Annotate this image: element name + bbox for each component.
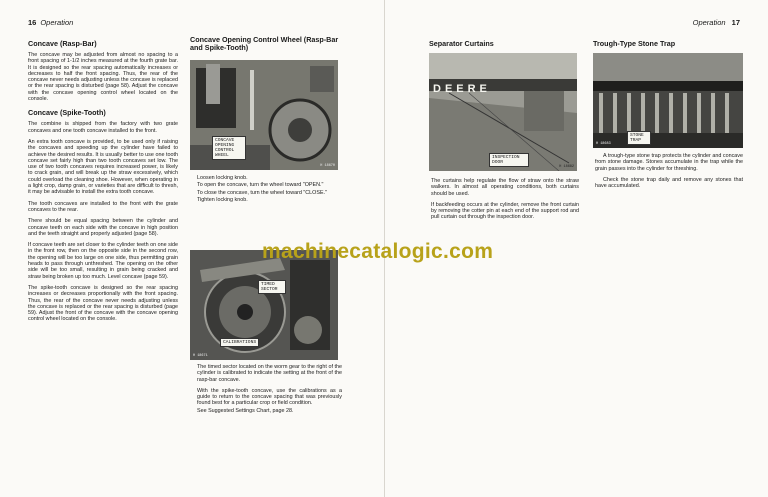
step-close: To close the concave, turn the wheel toward "CLOSE." [197, 189, 327, 196]
paragraph: An extra tooth concave is provided, to be used only if raising the concaves and speeding up the cylinder have failed to achieve the desired results. It is usually better to use one tooth concave set fairly high than two tooth concaves set low. The use of two tooth concaves requires increased power, is likely to crack grain, and will break up the straw excessively, which could overload the cleaning shoe. However, when operating in a light crop, damp grain, or varieties that are difficult to thresh, it may be advisable to install the extra tooth concave. [28, 138, 178, 196]
right-column-2 [593, 40, 743, 52]
control-wheel-steps [197, 175, 342, 208]
photo-label-stone-trap: STONE TRAP [627, 131, 651, 145]
timed-sector-photo-graphic [190, 250, 338, 360]
paragraph: See Suggested Settings Chart, page 28. [197, 407, 294, 414]
paragraph: Check the stone trap daily and remove any stones that have accumulated. [595, 176, 743, 190]
paragraph: The curtains help regulate the flow of straw onto the straw walkers. In almost all operating conditions, both curtains should be used. [431, 178, 579, 197]
paragraph: The tooth concaves are installed to the front with the grate concaves to the rear. [28, 200, 178, 213]
photo-stone-trap [593, 53, 743, 148]
paragraph: The combine is shipped from the factory with two grate concaves and one tooth concave installed to the front. [28, 121, 178, 134]
left-page-header [28, 18, 73, 27]
left-section-title: Operation [40, 18, 74, 27]
paragraph: If backfeeding occurs at the cylinder, remove the front curtain by removing the cotter pin at each end of the support rod and pull curtain out through the inspection door. [431, 201, 579, 221]
heading-separator-curtains: Separator Curtains [429, 39, 494, 48]
heading-concave-control-wheel: Concave Opening Control Wheel (Rasp-Bar and Spike-Tooth) [190, 35, 339, 52]
timed-sector-text [197, 364, 342, 419]
left-page-number: 16 [28, 18, 37, 27]
photo-tag: H 18683 [596, 142, 611, 146]
photo-tag: H 18682 [559, 165, 574, 169]
photo-tag: H 18671 [193, 354, 208, 358]
heading-concave-rasp-bar: Concave (Rasp-Bar) [28, 39, 97, 48]
paragraph: The concave may be adjusted from almost no spacing to a front spacing of 1-1/2 inches measured at the fourth grate bar. It is designed so the rear spacing automatically increases or decreases to half the front spacing. Thus, the rear of the concave never needs adjusting unless the concave is replaced or the rear spacing is disturbed (page 58). Adjust the concave with the concave opening control wheel located on the console. [28, 52, 178, 103]
paragraph: There should be equal spacing between the cylinder and concave teeth on each side with the concave in high position and the teeth straight and properly adjusted (page 58). [28, 218, 178, 237]
paragraph: If concave teeth are set closer to the cylinder teeth on one side in the front row, then on the opposite side in the second row, the opening will be too large on one side, thus permitting grain heads to pass through unthreshed. The opening on the other side will be too small, resulting in grain being cracked and straw being broken up too much. Level concave (page 59). [28, 242, 178, 280]
paragraph: With the spike-tooth concave, use the calibrations as a guide to return to the concave spacing that was previously found best for a particular crop or field condition. [197, 387, 342, 407]
right-page-number: 17 [731, 18, 740, 27]
photo-tag: H 18670 [320, 164, 335, 168]
right-section-title: Operation [692, 18, 726, 27]
separator-curtains-text [431, 178, 579, 226]
paragraph: A trough-type stone trap protects the cylinder and concave from stone damage. Stones accumulate in the trap while the grain passes into the cylinder for threshing. [595, 153, 743, 172]
photo-brand-text: DEERE [433, 83, 491, 95]
step-open: To open the concave, turn the wheel toward "OPEN." [197, 182, 324, 189]
photo-label-control-wheel: CONCAVE OPENING CONTROL WHEEL [212, 136, 246, 160]
stone-trap-text [595, 153, 743, 194]
watermark-text: machinecatalogic.com [262, 240, 494, 263]
photo-timed-sector [190, 250, 338, 360]
heading-concave-spike-tooth: Concave (Spike-Tooth) [28, 108, 106, 118]
photo-label-inspection-door: INSPECTION DOOR [489, 153, 529, 167]
right-page-header [693, 18, 740, 27]
left-column-1 [28, 40, 178, 328]
step-loosen: Loosen locking knob. [197, 175, 248, 181]
heading-stone-trap: Trough-Type Stone Trap [593, 39, 676, 48]
photo-separator-curtains [429, 53, 577, 171]
left-column-2 [190, 36, 340, 56]
paragraph: The spike-tooth concave is designed so the rear spacing increases or decreases proportionally with the front spacing. Thus, the rear of the concave never needs adjusting unless the concave is replaced or the rear spacing is disturbed (page 59). Adjust the front of the concave with the concave opening control wheel located on the console. [28, 284, 178, 323]
photo-label-calibrations: CALIBRATIONS [220, 338, 259, 347]
photo-label-timed-sector: TIMED SECTOR [258, 280, 286, 294]
stone-trap-photo-graphic [593, 53, 743, 148]
right-column-1 [429, 40, 579, 52]
paragraph: The timed sector located on the worm gear to the right of the cylinder is calibrated to indicate the setting at the front of the rasp-bar concave. [197, 364, 342, 383]
step-tighten: Tighten locking knob. [197, 196, 248, 203]
photo-concave-control-wheel [190, 60, 338, 170]
